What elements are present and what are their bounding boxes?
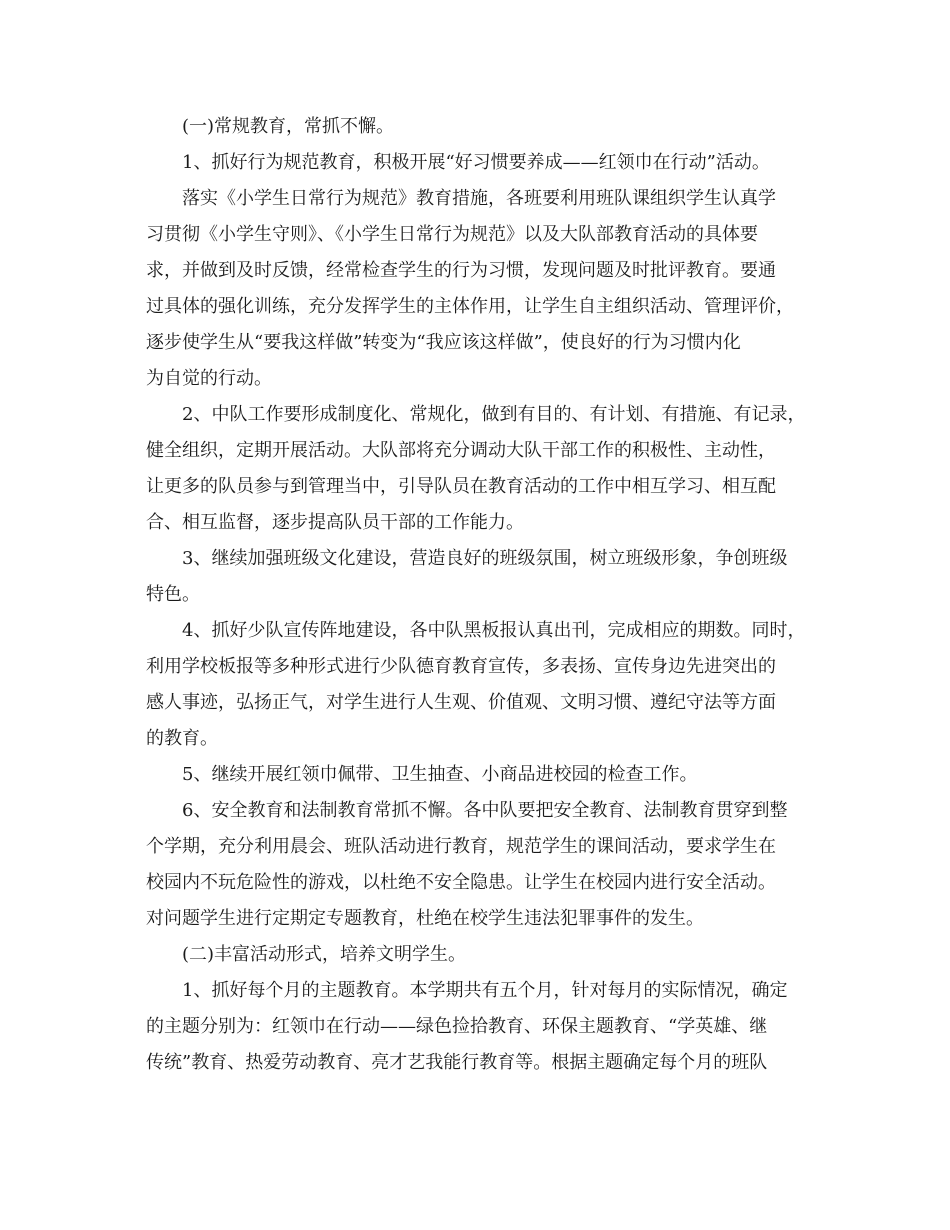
text-line: 求，并做到及时反馈，经常检查学生的行为习惯，发现问题及时批评教育。要通 [146, 260, 776, 281]
text-line: 校园内不玩危险性的游戏，以杜绝不安全隐患。让学生在校园内进行安全活动。 [146, 872, 776, 893]
text-line: 利用学校板报等多种形式进行少队德育教育宣传，多表扬、宣传身边先进突出的 [146, 656, 776, 677]
text-line: 个学期，充分利用晨会、班队活动进行教育，规范学生的课间活动，要求学生在 [146, 836, 776, 857]
text-line: 逐步使学生从“要我这样做”转变为“我应该这样做”，使良好的行为习惯内化 [146, 332, 741, 353]
text-line: 1、抓好行为规范教育，积极开展“好习惯要养成——红领巾在行动”活动。 [182, 152, 770, 173]
text-line: 1、抓好每个月的主题教育。本学期共有五个月，针对每月的实际情况，确定 [182, 980, 788, 1001]
text-line: (一)常规教育，常抓不懈。 [182, 116, 395, 137]
text-line: 特色。 [146, 584, 200, 605]
text-line: 2、中队工作要形成制度化、常规化，做到有目的、有计划、有措施、有记录， [182, 404, 806, 425]
text-line: 3、继续加强班级文化建设，营造良好的班级氛围，树立班级形象，争创班级 [182, 548, 788, 569]
text-line: 合、相互监督，逐步提高队员干部的工作能力。 [146, 512, 524, 533]
text-line: 4、抓好少队宣传阵地建设，各中队黑板报认真出刊，完成相应的期数。同时， [182, 620, 806, 641]
text-line: 落实《小学生日常行为规范》教育措施，各班要利用班队课组织学生认真学 [182, 188, 776, 209]
text-line: 的主题分别为：红领巾在行动——绿色捡拾教育、环保主题教育、“学英雄、继 [146, 1016, 768, 1037]
text-line: 让更多的队员参与到管理当中，引导队员在教育活动的工作中相互学习、相互配 [146, 476, 776, 497]
text-line: (二)丰富活动形式，培养文明学生。 [182, 944, 467, 965]
text-line: 5、继续开展红领巾佩带、卫生抽查、小商品进校园的检查工作。 [182, 764, 698, 785]
text-line: 的教育。 [146, 728, 218, 749]
text-line: 感人事迹，弘扬正气，对学生进行人生观、价值观、文明习惯、遵纪守法等方面 [146, 692, 776, 713]
text-line: 传统”教育、热爱劳动教育、亮才艺我能行教育等。根据主题确定每个月的班队 [146, 1052, 768, 1073]
text-line: 习贯彻《小学生守则》、《小学生日常行为规范》以及大队部教育活动的具体要 [146, 224, 758, 245]
text-line: 为自觉的行动。 [146, 368, 272, 389]
text-line: 6、安全教育和法制教育常抓不懈。各中队要把安全教育、法制教育贯穿到整 [182, 800, 788, 821]
text-line: 健全组织，定期开展活动。大队部将充分调动大队干部工作的积极性、主动性， [146, 440, 776, 461]
text-line: 过具体的强化训练，充分发挥学生的主体作用，让学生自主组织活动、管理评价， [146, 296, 794, 317]
text-line: 对问题学生进行定期定专题教育，杜绝在校学生违法犯罪事件的发生。 [146, 908, 704, 929]
